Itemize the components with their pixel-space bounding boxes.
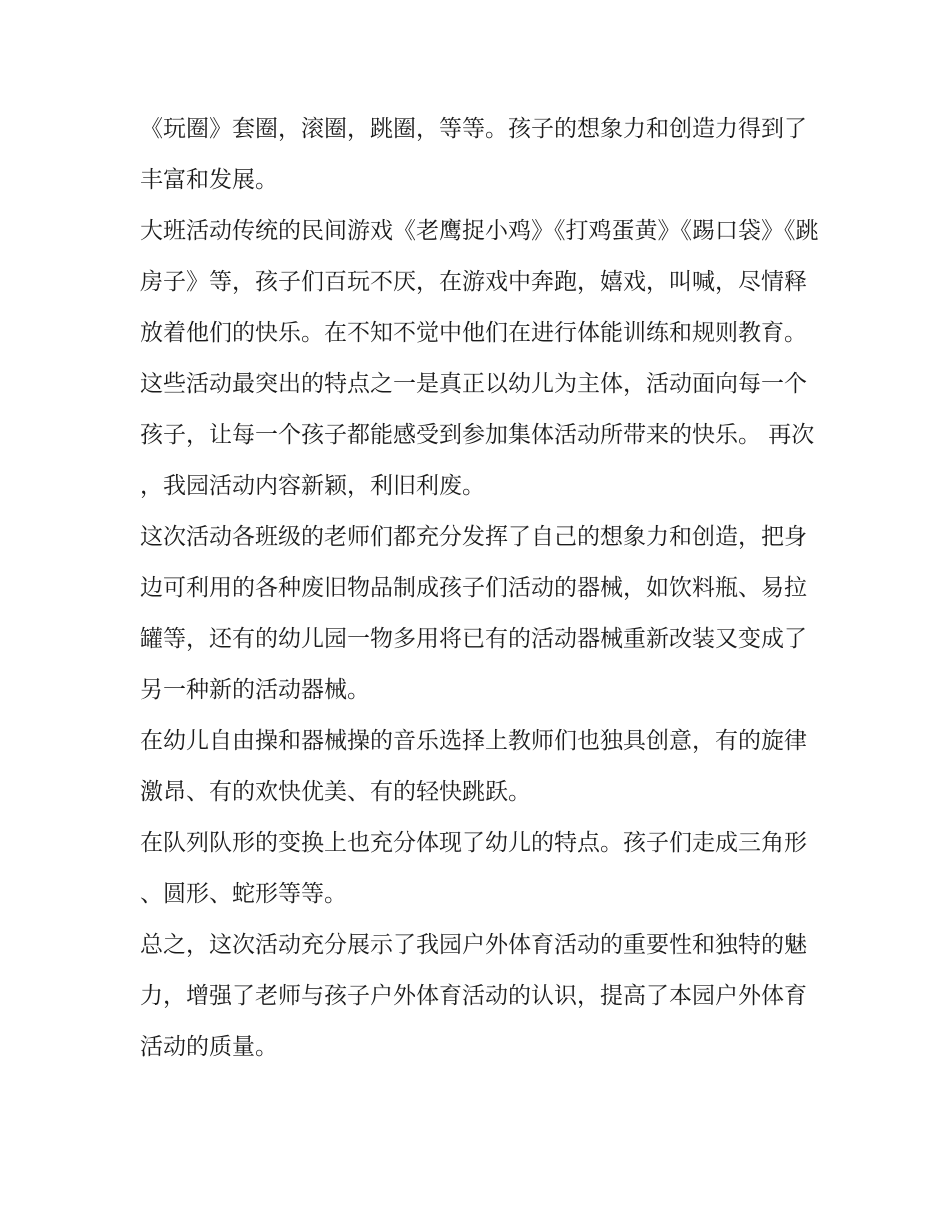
paragraph-conclusion: 总之，这次活动充分展示了我园户外体育活动的重要性和独特的魅力，增强了老师与孩子户外体育活动的认识，提高了本园户外体育活动的质量。: [140, 932, 807, 1060]
paragraph-formation: 在队列队形的变换上也充分体现了幼儿的特点。孩子们走成三角形、圆形、蛇形等等。: [140, 830, 807, 907]
paragraph-music-selection: 在幼儿自由操和器械操的音乐选择上教师们也独具创意，有的旋律激昂、有的欢快优美、有的轻快跳跃。: [140, 728, 807, 805]
paragraph-recycled-equipment: 这次活动各班级的老师们都充分发挥了自己的想象力和创造，把身边可利用的各种废旧物品制成孩子们活动的器械，如饮料瓶、易拉罐等，还有的幼儿园一物多用将已有的活动器械重新改装又变成了另一种新的活动器械。: [140, 524, 807, 703]
document-body: [140, 104, 820, 1073]
paragraph-folk-games: 大班活动传统的民间游戏《老鹰捉小鸡》《打鸡蛋黄》《踢口袋》《跳房子》等，孩子们百玩不厌，在游戏中奔跑，嬉戏，叫喊，尽情释放着他们的快乐。在不知不觉中他们在进行体能训练和规则教育。: [140, 218, 819, 346]
paragraph-child-centered: 这些活动最突出的特点之一是真正以幼儿为主体，活动面向每一个孩子，让每一个孩子都能感受到参加集体活动所带来的快乐。 再次，我园活动内容新颖，利旧利废。: [140, 371, 815, 499]
paragraph-wanquan: 《玩圈》套圈，滚圈，跳圈，等等。孩子的想象力和创造力得到了丰富和发展。: [140, 116, 807, 193]
